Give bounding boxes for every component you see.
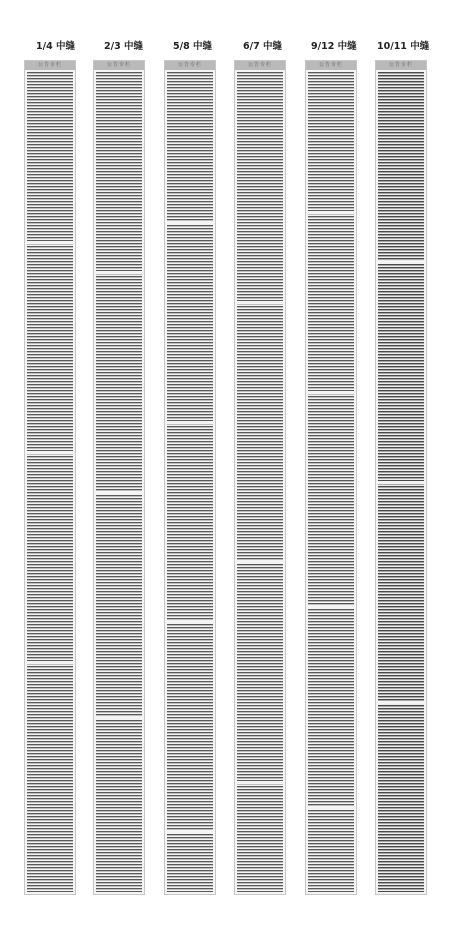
column-title: 1/4 中缝 — [36, 41, 75, 52]
column-text-block — [27, 72, 73, 892]
paragraph-gap — [235, 561, 285, 564]
column-header: 公告专栏 — [376, 61, 426, 70]
column-title: 5/8 中缝 — [173, 41, 212, 52]
column-text-block — [237, 72, 283, 892]
column-title: 2/3 中缝 — [104, 41, 143, 52]
column-header: 公告专栏 — [165, 61, 215, 70]
paragraph-gap — [235, 781, 285, 784]
paragraph-gap — [165, 221, 215, 224]
column-header: 公告专栏 — [25, 61, 75, 70]
paragraph-gap — [306, 391, 356, 394]
column-title: 9/12 中缝 — [311, 41, 357, 52]
paragraph-gap — [306, 211, 356, 214]
paragraph-gap — [165, 621, 215, 624]
column-panel — [93, 60, 145, 895]
paragraph-gap — [94, 716, 144, 719]
column-header: 公告专栏 — [94, 61, 144, 70]
column-panel — [305, 60, 357, 895]
paragraph-gap — [25, 451, 75, 454]
paragraph-gap — [306, 806, 356, 809]
column-title: 10/11 中缝 — [377, 41, 430, 52]
column-panel — [234, 60, 286, 895]
paragraph-gap — [25, 241, 75, 244]
column-text-block — [308, 72, 354, 892]
paragraph-gap — [165, 421, 215, 424]
paragraph-gap — [25, 661, 75, 664]
column-header: 公告专栏 — [306, 61, 356, 70]
column-text-block — [167, 72, 213, 892]
paragraph-gap — [306, 606, 356, 609]
paragraph-gap — [94, 271, 144, 274]
paragraph-gap — [376, 481, 426, 484]
paragraph-gap — [376, 261, 426, 264]
paragraph-gap — [165, 831, 215, 834]
column-panel — [375, 60, 427, 895]
column-panel — [24, 60, 76, 895]
column-header: 公告专栏 — [235, 61, 285, 70]
paragraph-gap — [235, 301, 285, 304]
column-text-block — [96, 72, 142, 892]
column-title: 6/7 中缝 — [243, 41, 282, 52]
paragraph-gap — [376, 701, 426, 704]
paragraph-gap — [94, 491, 144, 494]
column-panel — [164, 60, 216, 895]
